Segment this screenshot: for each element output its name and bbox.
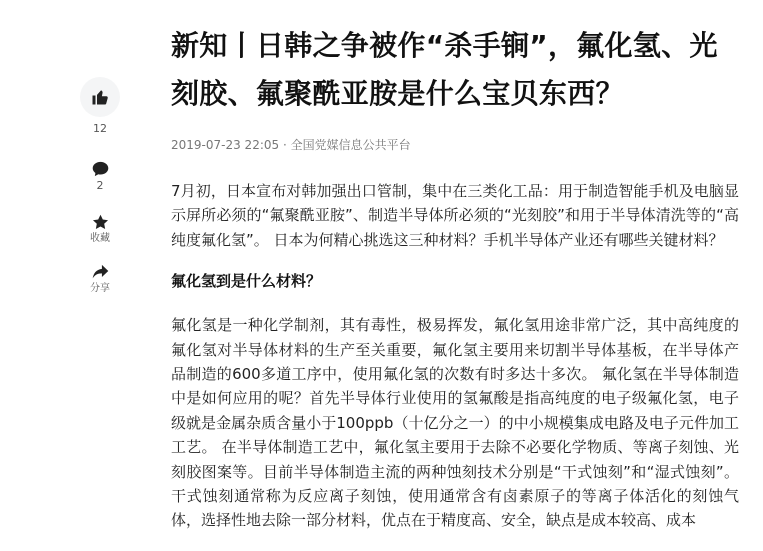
like-count: 12 [93, 122, 107, 135]
comment-button[interactable] [80, 161, 120, 193]
like-button[interactable] [80, 77, 120, 117]
comment-icon [92, 161, 109, 177]
comment-count: 2 [96, 179, 104, 192]
share-label: 分享 [90, 283, 110, 294]
article-source[interactable]: 全国党媒信息公共平台 [290, 138, 411, 152]
thumbs-up-icon [91, 88, 109, 106]
share-button[interactable] [80, 264, 120, 296]
publish-date: 2019-07-23 22:05 [171, 138, 280, 152]
article-title: 新知丨日韩之争被作“杀手锏”，氟化氢、光刻胶、氟聚酰亚胺是什么宝贝东西？ [171, 29, 718, 110]
article-subheading: 氟化氢到是什么材料？ [171, 272, 322, 291]
share-icon [92, 264, 109, 280]
article-paragraph-1: 7月初，日本宣布对韩加强出口管制，集中在三类化工品：用于制造智能手机及电脑显示屏所必须的“氟聚酰亚胺”、制造半导体所必须的“光刻胶”和用于半导体清洗等的“高纯度氟化氢”。 日本为何精心挑选这三种材料？手机半导体产业还有哪些关键材料？ [171, 182, 739, 249]
article [171, 22, 739, 533]
star-icon [92, 214, 109, 230]
meta-separator: · [279, 138, 291, 152]
action-rail [80, 77, 120, 296]
article-paragraph-2: 氟化氢是一种化学制剂，其有毒性，极易挥发，氟化氢用途非常广泛，其中高纯度的氟化氢对半导体材料的生产至关重要，氟化氢主要用来切割半导体基板，在半导体产品制造的600多道工序中，使用氟化氢的次数有时多达十多次。 氟化氢在半导体制造中是如何应用的呢？首先半导体行业使用的氢氟酸是指高纯度的电子级氟化氢，电子级就是金属杂质含量小于100ppb（十亿分之一）的中小规模集成电路及电子元件加工工艺。 在半导体制造工艺中，氟化氢主要用于去除不必要化学物质、等离子刻蚀、光刻胶图案等。目前半导体制造主流的两种蚀刻技术分别是“干式蚀刻”和“湿式蚀刻”。 干式蚀刻通常称为反应离子刻蚀，使用通常含有卤素原子的等离子体活化的刻蚀气体，选择性地去除一部分材料，优点在于精度高、安全，缺点是成本较高、成本 [171, 316, 739, 530]
article-meta [171, 136, 739, 154]
favorite-label: 收藏 [90, 233, 110, 244]
favorite-button[interactable] [80, 214, 120, 246]
